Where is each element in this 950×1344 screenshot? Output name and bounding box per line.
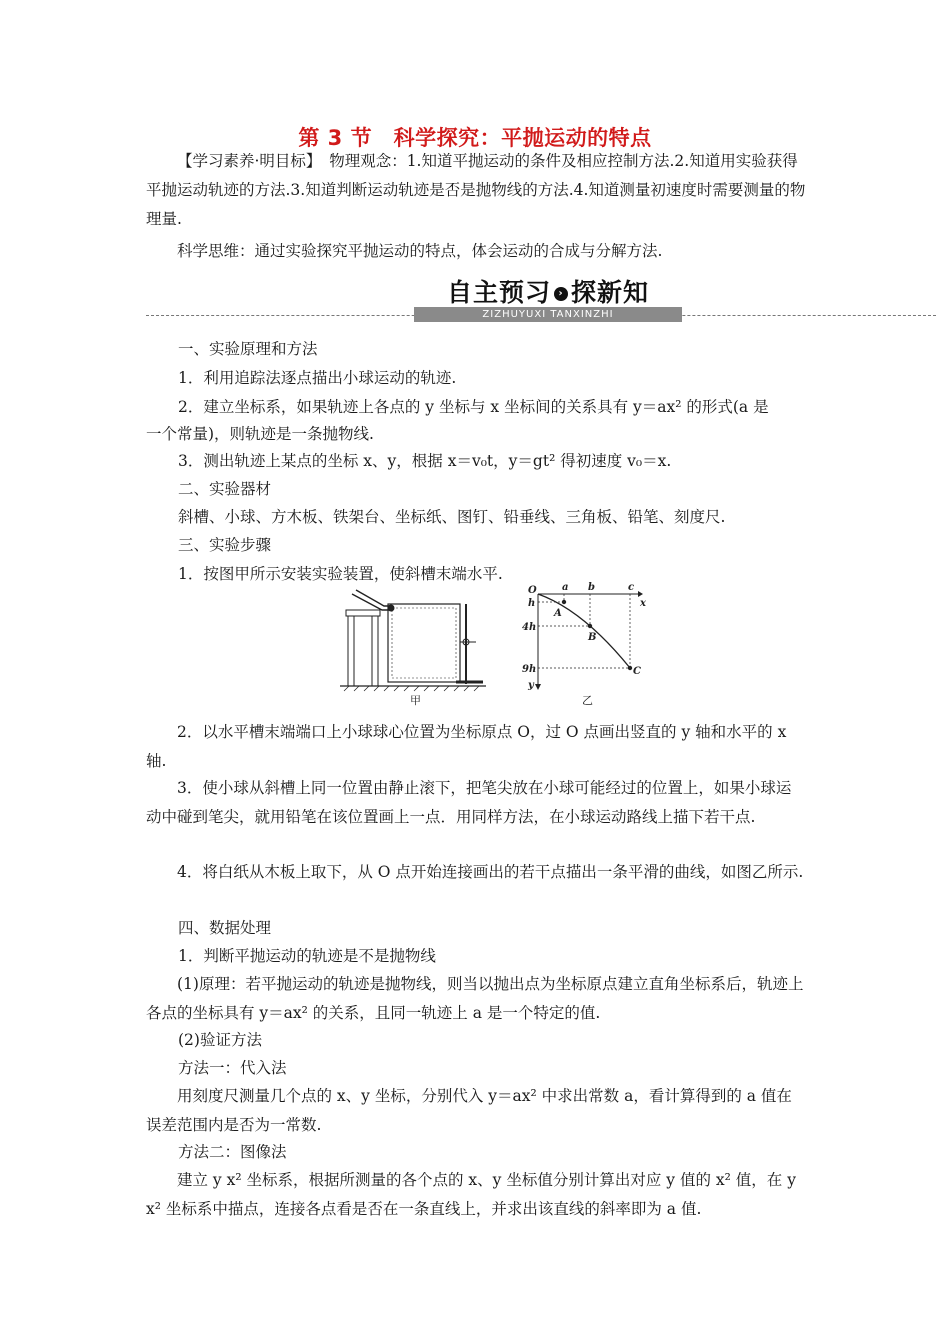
learning-goals-paragraph [146, 147, 806, 234]
label-4h: 4h [522, 622, 537, 633]
data-item-1: 1．判断平抛运动的轨迹是不是抛物线 [178, 947, 436, 965]
section-title: 第 3 节 科学探究：平抛运动的特点 [298, 126, 652, 150]
caption-right: 乙 [582, 694, 593, 707]
principle-item-2b: 一个常量)，则轨迹是一条抛物线. [146, 425, 374, 443]
principle-item-2a: 2．建立坐标系，如果轨迹上各点的 y 坐标与 x 坐标间的关系具有 y＝ax² 的形式(a 是 [178, 398, 769, 416]
label-B: B [588, 632, 597, 643]
step-1: 1．按图甲所示安装实验装置，使斜槽末端水平. [178, 565, 503, 583]
apparatus-diagram [340, 590, 486, 707]
label-b: b [588, 582, 595, 593]
arrow-icon: › [554, 287, 568, 301]
heading-data-processing: 四、数据处理 [178, 919, 272, 937]
caption-left: 甲 [410, 694, 421, 707]
science-thinking-paragraph: 科学思维：通过实验探究平抛运动的特点，体会运动的合成与分解方法. [177, 242, 663, 260]
principle-paragraph: (1)原理：若平抛运动的轨迹是抛物线，则当以抛出点为坐标原点建立直角坐标系后，轨迹上各点的坐标具有 y＝ax² 的关系，且同一轨迹上 a 是一个特定的值. [146, 975, 804, 1022]
banner-pinyin: ZIZHUYUXI TANXINZHI [414, 307, 682, 322]
label-A: A [554, 608, 562, 619]
verification-heading: (2)验证方法 [178, 1031, 262, 1049]
heading-equipment: 二、实验器材 [178, 480, 272, 498]
label-C: C [633, 666, 641, 677]
figure-svg [338, 580, 658, 710]
label-h: h [528, 598, 536, 609]
experiment-figure [338, 580, 658, 710]
method-1-text: 用刻度尺测量几个点的 x、y 坐标，分别代入 y＝ax² 中求出常数 a，看计算得到的 a 值在误差范围内是否为一常数. [146, 1087, 792, 1134]
method-2-heading: 方法二：图像法 [178, 1143, 287, 1161]
banner-title-box [414, 278, 682, 308]
section-banner [146, 276, 936, 324]
method-1-heading: 方法一：代入法 [178, 1059, 287, 1077]
label-x: x [640, 598, 646, 609]
label-O: O [528, 585, 537, 596]
step-3: 3．使小球从斜槽上同一位置由静止滚下，把笔尖放在小球可能经过的位置上，如果小球运动中碰到笔尖，就用铅笔在该位置画上一点．用同样方法，在小球运动路线上描下若干点. [146, 779, 792, 826]
label-a: a [562, 582, 569, 593]
step-2: 2．以水平槽末端端口上小球球心位置为坐标原点 O，过 O 点画出竖直的 y 轴和水平的 x 轴. [146, 723, 787, 770]
step-4: 4．将白纸从木板上取下，从 O 点开始连接画出的若干点描出一条平滑的曲线，如图乙所示. [177, 863, 804, 881]
label-9h: 9h [522, 664, 537, 675]
principle-item-3: 3．测出轨迹上某点的坐标 x、y，根据 x＝v₀t，y＝gt² 得初速度 v₀＝x. [178, 452, 672, 470]
trajectory-diagram [522, 582, 647, 707]
method-2-text: 建立 y x² 坐标系，根据所测量的各个点的 x、y 坐标值分别计算出对应 y 值的 x² 值，在 y x² 坐标系中描点，连接各点看是否在一条直线上，并求出该直线的斜率即为 a 值. [146, 1171, 796, 1218]
goals-tag: 【学习素养·明目标】 [177, 152, 314, 170]
label-y: y [528, 680, 534, 691]
label-c: c [628, 582, 635, 593]
banner-right-text: 探新知 [571, 278, 650, 307]
principle-item-1: 1．利用追踪法逐点描出小球运动的轨迹. [178, 369, 457, 387]
heading-steps: 三、实验步骤 [178, 536, 272, 554]
banner-left-text: 自主预习 [446, 278, 551, 307]
goals-text: 物理观念：1.知道平抛运动的条件及相应控制方法.2.知道用实验获得平抛运动轨迹的方法.3.知道判断运动轨迹是否是抛物线的方法.4.知道测量初速度时需要测量的物理量. [146, 152, 806, 228]
equipment-list: 斜槽、小球、方木板、铁架台、坐标纸、图钉、铅垂线、三角板、铅笔、刻度尺. [178, 508, 726, 526]
heading-principle: 一、实验原理和方法 [178, 340, 318, 358]
